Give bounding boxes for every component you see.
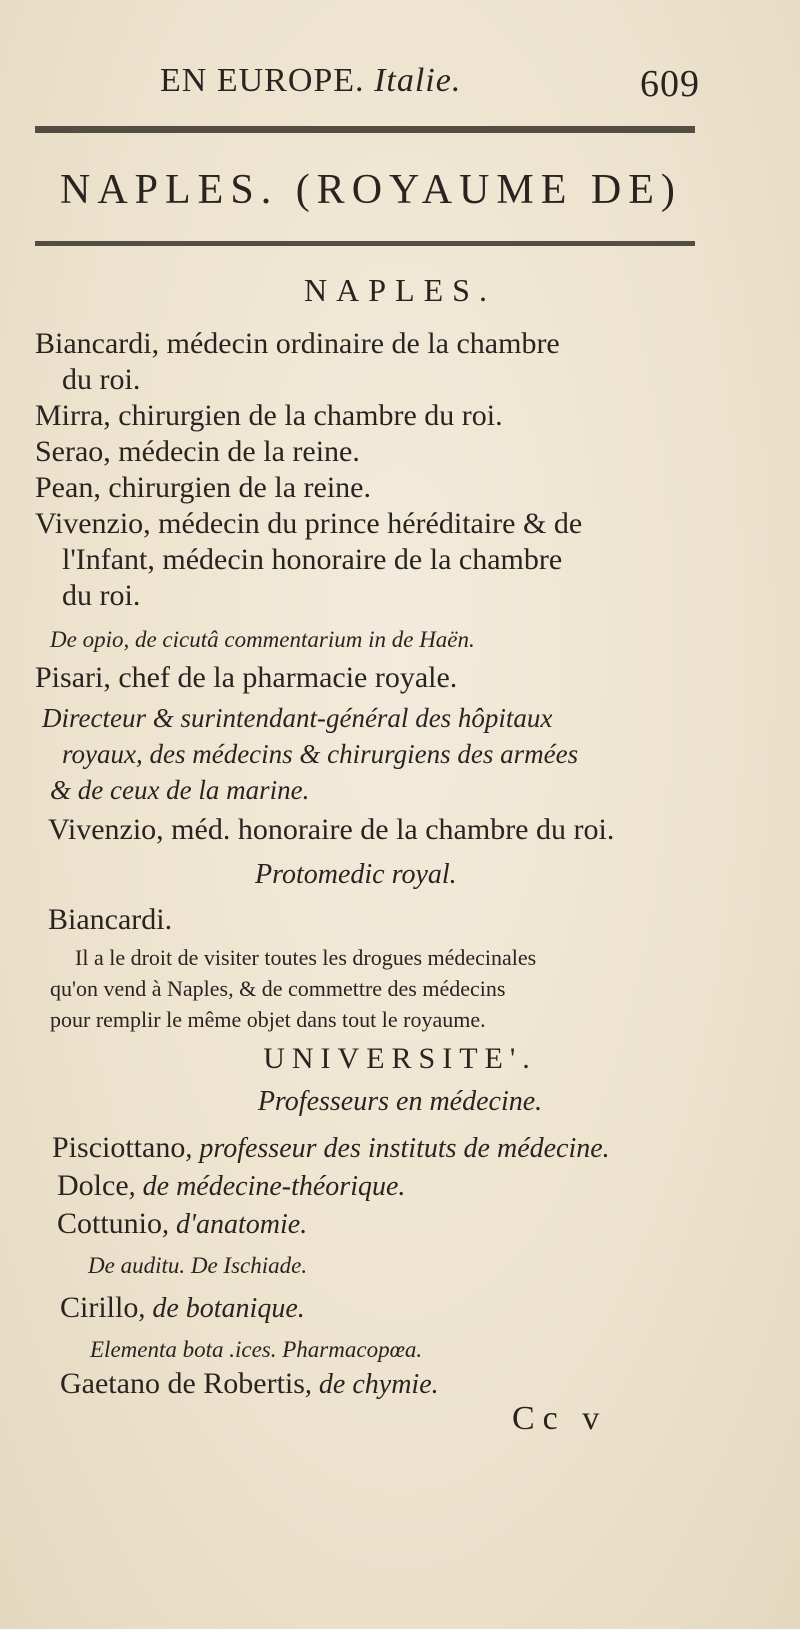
office-title: royaux, des médecins & chirurgiens des armées bbox=[62, 739, 579, 769]
professor-line bbox=[60, 1290, 305, 1327]
work-title: De auditu. De Ischiade. bbox=[88, 1253, 308, 1278]
professor-line bbox=[60, 1366, 439, 1403]
entry-line: Pisari, chef de la pharmacie royale. bbox=[35, 661, 458, 694]
entry-line: Vivenzio, méd. honoraire de la chambre du roi. bbox=[48, 813, 615, 846]
office-title: Directeur & surintendant-général des hôpitaux bbox=[42, 703, 553, 733]
professor-name: Pisciottano bbox=[52, 1131, 186, 1164]
header-title bbox=[160, 62, 461, 100]
note-line: qu'on vend à Naples, & de commettre des médecins bbox=[50, 976, 506, 1001]
professor-line bbox=[57, 1168, 405, 1205]
professor-name: Gaetano de Robertis bbox=[60, 1367, 305, 1400]
title-rule bbox=[35, 241, 695, 246]
note-line: pour remplir le même objet dans tout le royaume. bbox=[50, 1007, 486, 1032]
entry-line: Serao, médecin de la reine. bbox=[35, 435, 360, 468]
note-line: Il a le droit de visiter toutes les drogues médecinales bbox=[75, 945, 537, 970]
entry-line: Biancardi. bbox=[48, 903, 173, 936]
running-header bbox=[160, 62, 700, 112]
header-rule bbox=[35, 126, 695, 133]
entry-line: Pean, chirurgien de la reine. bbox=[35, 471, 371, 504]
professor-name: Dolce bbox=[57, 1169, 129, 1202]
professor-name: Cottunio bbox=[57, 1207, 163, 1240]
professor-role: , d'anatomie. bbox=[162, 1209, 308, 1240]
entry-line: du roi. bbox=[62, 579, 141, 612]
section-heading: UNIVERSITE'. bbox=[263, 1042, 537, 1075]
office-heading: Protomedic royal. bbox=[255, 859, 457, 890]
entry-line: du roi. bbox=[62, 363, 141, 396]
professor-role: , de chymie. bbox=[304, 1369, 439, 1400]
section-city: NAPLES. bbox=[304, 272, 496, 308]
professor-line bbox=[57, 1206, 307, 1243]
entry-line: Mirra, chirurgien de la chambre du roi. bbox=[35, 399, 503, 432]
entry-line: Biancardi, médecin ordinaire de la chambre bbox=[35, 327, 560, 360]
signature-mark: Cc v bbox=[512, 1400, 608, 1437]
work-title: Elementa bota .ices. Pharmacopœa. bbox=[90, 1337, 423, 1362]
header-left-text: EN EUROPE. bbox=[160, 62, 365, 99]
professor-role: , de médecine-théorique. bbox=[128, 1171, 406, 1202]
entry-line: l'Infant, médecin honoraire de la chambre bbox=[62, 543, 563, 576]
professor-role: , professeur des instituts de médecine. bbox=[185, 1133, 610, 1164]
subsection-heading: Professeurs en médecine. bbox=[257, 1086, 543, 1117]
work-title: De opio, de cicutâ commentarium in de Haën. bbox=[50, 627, 475, 652]
professor-role: , de botanique. bbox=[138, 1293, 305, 1324]
page-number: 609 bbox=[640, 63, 700, 105]
professor-line bbox=[52, 1130, 610, 1167]
entry-line: Vivenzio, médecin du prince héréditaire & de bbox=[35, 507, 583, 540]
office-title: & de ceux de la marine. bbox=[50, 775, 310, 805]
professor-name: Cirillo bbox=[60, 1291, 139, 1324]
header-left-italic: Italie. bbox=[374, 62, 462, 99]
page-title: NAPLES. (ROYAUME DE) bbox=[60, 167, 682, 213]
